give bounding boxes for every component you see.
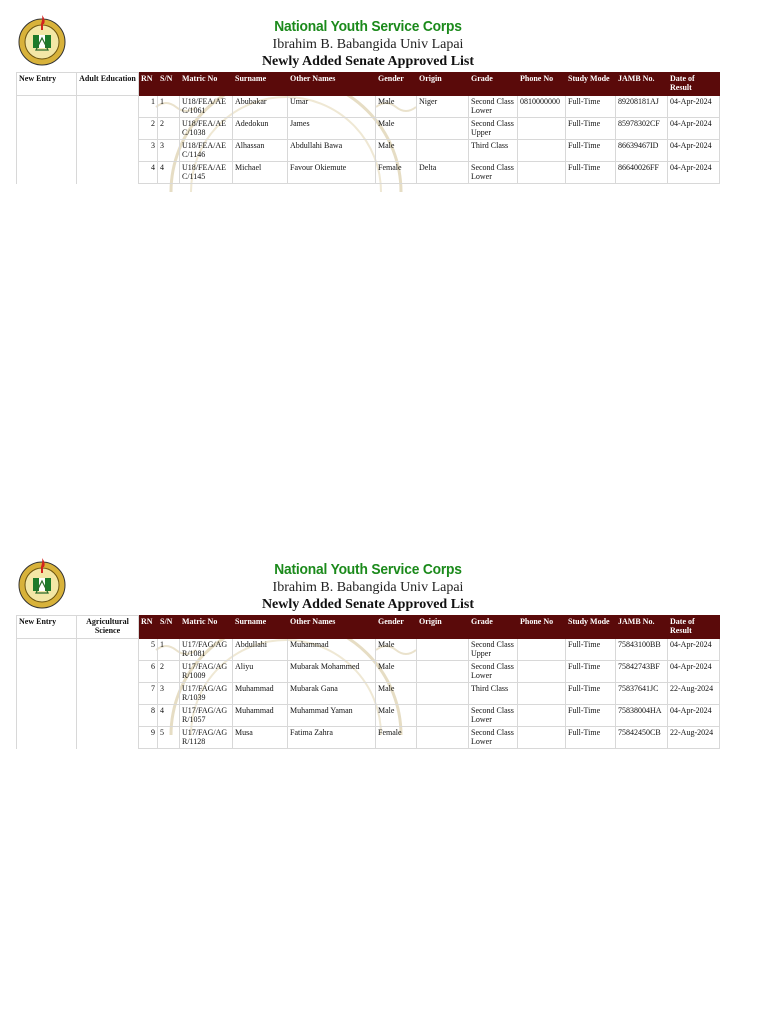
table-cell: 3 bbox=[158, 140, 180, 162]
list-title: Newly Added Senate Approved List bbox=[261, 54, 475, 69]
table-cell: Delta bbox=[417, 162, 469, 184]
table-cell bbox=[518, 140, 566, 162]
blank-cell bbox=[17, 96, 77, 118]
table-cell: 2 bbox=[158, 661, 180, 683]
table-cell: 04-Apr-2024 bbox=[668, 162, 720, 184]
table-cell: 3 bbox=[139, 140, 158, 162]
approved-list-table bbox=[16, 615, 720, 749]
table-cell: U17/FAG/AG R/1009 bbox=[180, 661, 233, 683]
table-cell: Fatima Zahra bbox=[288, 727, 376, 749]
table-cell: 04-Apr-2024 bbox=[668, 705, 720, 727]
table-cell: Male bbox=[376, 96, 417, 118]
table-cell: 6 bbox=[139, 661, 158, 683]
table-cell: 22-Aug-2024 bbox=[668, 727, 720, 749]
table-cell: Third Class bbox=[469, 683, 518, 705]
table-cell: 0810000000 bbox=[518, 96, 566, 118]
table-row bbox=[17, 727, 720, 749]
table-cell bbox=[518, 705, 566, 727]
table-cell: U18/FEA/AE C/1146 bbox=[180, 140, 233, 162]
table-row bbox=[17, 140, 720, 162]
table-cell: 86639467ID bbox=[616, 140, 668, 162]
table-cell: U18/FEA/AE C/1145 bbox=[180, 162, 233, 184]
university-name: Ibrahim B. Babangida Univ Lapai bbox=[272, 37, 464, 52]
page-header bbox=[136, 18, 600, 70]
table-cell: 75843100BB bbox=[616, 639, 668, 661]
blank-cell bbox=[17, 661, 77, 683]
table-cell bbox=[417, 639, 469, 661]
table-cell bbox=[417, 727, 469, 749]
table-cell: 89208181AJ bbox=[616, 96, 668, 118]
column-header: S/N bbox=[158, 73, 180, 96]
table-cell: Full-Time bbox=[566, 639, 616, 661]
blank-cell bbox=[77, 162, 139, 184]
table-cell: Favour Okiemute bbox=[288, 162, 376, 184]
column-header: RN bbox=[139, 73, 158, 96]
table-row bbox=[17, 661, 720, 683]
column-header: Date of Result bbox=[668, 616, 720, 639]
blank-cell bbox=[77, 661, 139, 683]
table-cell: Mubarak Mohammed bbox=[288, 661, 376, 683]
category-label: New Entry bbox=[17, 73, 77, 96]
column-header: Phone No bbox=[518, 616, 566, 639]
department-label: Adult Education bbox=[77, 73, 139, 96]
table-cell: U17/FAG/AG R/1081 bbox=[180, 639, 233, 661]
table-cell: 1 bbox=[158, 96, 180, 118]
list-section bbox=[16, 14, 720, 214]
table-cell: 7 bbox=[139, 683, 158, 705]
column-header: Other Names bbox=[288, 616, 376, 639]
table-cell: 04-Apr-2024 bbox=[668, 118, 720, 140]
table-cell: James bbox=[288, 118, 376, 140]
blank-cell bbox=[77, 727, 139, 749]
table-cell: 4 bbox=[139, 162, 158, 184]
table-cell bbox=[417, 140, 469, 162]
blank-cell bbox=[77, 705, 139, 727]
column-header: Study Mode bbox=[566, 73, 616, 96]
column-header: Matric No bbox=[180, 73, 233, 96]
table-cell: U18/FEA/AE C/1038 bbox=[180, 118, 233, 140]
approved-list-table bbox=[16, 72, 720, 184]
column-header: Origin bbox=[417, 616, 469, 639]
table-cell: Full-Time bbox=[566, 683, 616, 705]
table-cell bbox=[518, 118, 566, 140]
table-cell: Muhammad Yaman bbox=[288, 705, 376, 727]
blank-cell bbox=[17, 118, 77, 140]
table-cell: Second Class Upper bbox=[469, 118, 518, 140]
list-title: Newly Added Senate Approved List bbox=[261, 597, 475, 612]
department-label: Agricultural Science bbox=[77, 616, 139, 639]
table-cell: 85978302CF bbox=[616, 118, 668, 140]
table-row bbox=[17, 683, 720, 705]
table-cell: Musa bbox=[233, 727, 288, 749]
blank-cell bbox=[77, 639, 139, 661]
table-cell: Male bbox=[376, 705, 417, 727]
blank-cell bbox=[17, 683, 77, 705]
category-label: New Entry bbox=[17, 616, 77, 639]
blank-cell bbox=[17, 162, 77, 184]
column-header: Origin bbox=[417, 73, 469, 96]
table-cell: Umar bbox=[288, 96, 376, 118]
table-cell: Full-Time bbox=[566, 96, 616, 118]
table-cell: 8 bbox=[139, 705, 158, 727]
table-cell: Male bbox=[376, 661, 417, 683]
blank-cell bbox=[17, 727, 77, 749]
column-header: Matric No bbox=[180, 616, 233, 639]
table-cell: Male bbox=[376, 683, 417, 705]
table-cell bbox=[417, 705, 469, 727]
table-cell: Full-Time bbox=[566, 661, 616, 683]
table-cell: Female bbox=[376, 162, 417, 184]
table-cell: Full-Time bbox=[566, 705, 616, 727]
org-title: National Youth Service Corps bbox=[274, 18, 462, 35]
table-cell: Abdullahi bbox=[233, 639, 288, 661]
table-cell: Full-Time bbox=[566, 140, 616, 162]
table-cell: Second Class Lower bbox=[469, 661, 518, 683]
table-cell: U17/FAG/AG R/1057 bbox=[180, 705, 233, 727]
column-header: Surname bbox=[233, 616, 288, 639]
table-cell: 75842743BF bbox=[616, 661, 668, 683]
blank-cell bbox=[17, 705, 77, 727]
column-header: S/N bbox=[158, 616, 180, 639]
table-cell: Third Class bbox=[469, 140, 518, 162]
table-cell: 5 bbox=[139, 639, 158, 661]
table-cell: 5 bbox=[158, 727, 180, 749]
org-title: National Youth Service Corps bbox=[274, 561, 462, 578]
table-cell: U17/FAG/AG R/1039 bbox=[180, 683, 233, 705]
table-cell bbox=[518, 639, 566, 661]
table-cell: Michael bbox=[233, 162, 288, 184]
table-cell: Abdullahi Bawa bbox=[288, 140, 376, 162]
table-cell bbox=[417, 118, 469, 140]
blank-cell bbox=[77, 96, 139, 118]
column-header: Gender bbox=[376, 616, 417, 639]
blank-cell bbox=[17, 140, 77, 162]
table-cell: Male bbox=[376, 639, 417, 661]
column-header: Date of Result bbox=[668, 73, 720, 96]
table-cell bbox=[417, 661, 469, 683]
table-cell: 04-Apr-2024 bbox=[668, 661, 720, 683]
table-cell: Muhammad bbox=[288, 639, 376, 661]
university-name: Ibrahim B. Babangida Univ Lapai bbox=[272, 580, 464, 595]
table-row bbox=[17, 162, 720, 184]
table-cell bbox=[518, 683, 566, 705]
table-cell: 1 bbox=[139, 96, 158, 118]
table-cell: 75842450CB bbox=[616, 727, 668, 749]
nysc-logo-icon bbox=[16, 14, 68, 66]
table-row bbox=[17, 118, 720, 140]
table-cell: Second Class Upper bbox=[469, 639, 518, 661]
table-cell: 1 bbox=[158, 639, 180, 661]
table-cell: 3 bbox=[158, 683, 180, 705]
table-cell: U17/FAG/AG R/1128 bbox=[180, 727, 233, 749]
nysc-logo-icon bbox=[16, 557, 68, 609]
column-header: Other Names bbox=[288, 73, 376, 96]
table-cell: 75837641JC bbox=[616, 683, 668, 705]
table-cell: Muhammad bbox=[233, 683, 288, 705]
table-cell: Second Class Lower bbox=[469, 727, 518, 749]
table-cell: Full-Time bbox=[566, 162, 616, 184]
table-cell: 2 bbox=[139, 118, 158, 140]
list-section bbox=[16, 557, 720, 757]
table-cell: Male bbox=[376, 140, 417, 162]
table-cell: U18/FEA/AE C/1061 bbox=[180, 96, 233, 118]
column-header: Grade bbox=[469, 73, 518, 96]
table-cell: 9 bbox=[139, 727, 158, 749]
table-header-row bbox=[17, 73, 720, 96]
blank-cell bbox=[17, 639, 77, 661]
table-cell: Second Class Lower bbox=[469, 162, 518, 184]
column-header: Gender bbox=[376, 73, 417, 96]
table-cell: 4 bbox=[158, 162, 180, 184]
table-cell: Aliyu bbox=[233, 661, 288, 683]
table-cell: Full-Time bbox=[566, 118, 616, 140]
blank-cell bbox=[77, 683, 139, 705]
table-cell: 86640026FF bbox=[616, 162, 668, 184]
page-header bbox=[136, 561, 600, 613]
table-cell: Second Class Lower bbox=[469, 96, 518, 118]
column-header: Surname bbox=[233, 73, 288, 96]
table-cell: Abubakar bbox=[233, 96, 288, 118]
table-cell: 04-Apr-2024 bbox=[668, 96, 720, 118]
table-cell bbox=[417, 683, 469, 705]
table-cell: Mubarak Gana bbox=[288, 683, 376, 705]
table-row bbox=[17, 96, 720, 118]
table-cell: 04-Apr-2024 bbox=[668, 140, 720, 162]
blank-cell bbox=[77, 140, 139, 162]
table-cell: 75838004HA bbox=[616, 705, 668, 727]
column-header: Grade bbox=[469, 616, 518, 639]
table-row bbox=[17, 705, 720, 727]
table-cell: 4 bbox=[158, 705, 180, 727]
column-header: Study Mode bbox=[566, 616, 616, 639]
table-header-row bbox=[17, 616, 720, 639]
column-header: JAMB No. bbox=[616, 616, 668, 639]
table-cell bbox=[518, 727, 566, 749]
table-cell: 04-Apr-2024 bbox=[668, 639, 720, 661]
table-row bbox=[17, 639, 720, 661]
table-cell: Full-Time bbox=[566, 727, 616, 749]
table-cell bbox=[518, 162, 566, 184]
table-cell: 2 bbox=[158, 118, 180, 140]
table-cell: Second Class Lower bbox=[469, 705, 518, 727]
table-cell: Muhammad bbox=[233, 705, 288, 727]
table-cell: Female bbox=[376, 727, 417, 749]
column-header: RN bbox=[139, 616, 158, 639]
column-header: JAMB No. bbox=[616, 73, 668, 96]
table-cell: Male bbox=[376, 118, 417, 140]
table-cell: 22-Aug-2024 bbox=[668, 683, 720, 705]
blank-cell bbox=[77, 118, 139, 140]
column-header: Phone No bbox=[518, 73, 566, 96]
table-cell: Adedokun bbox=[233, 118, 288, 140]
table-cell: Alhassan bbox=[233, 140, 288, 162]
table-cell bbox=[518, 661, 566, 683]
table-cell: Niger bbox=[417, 96, 469, 118]
